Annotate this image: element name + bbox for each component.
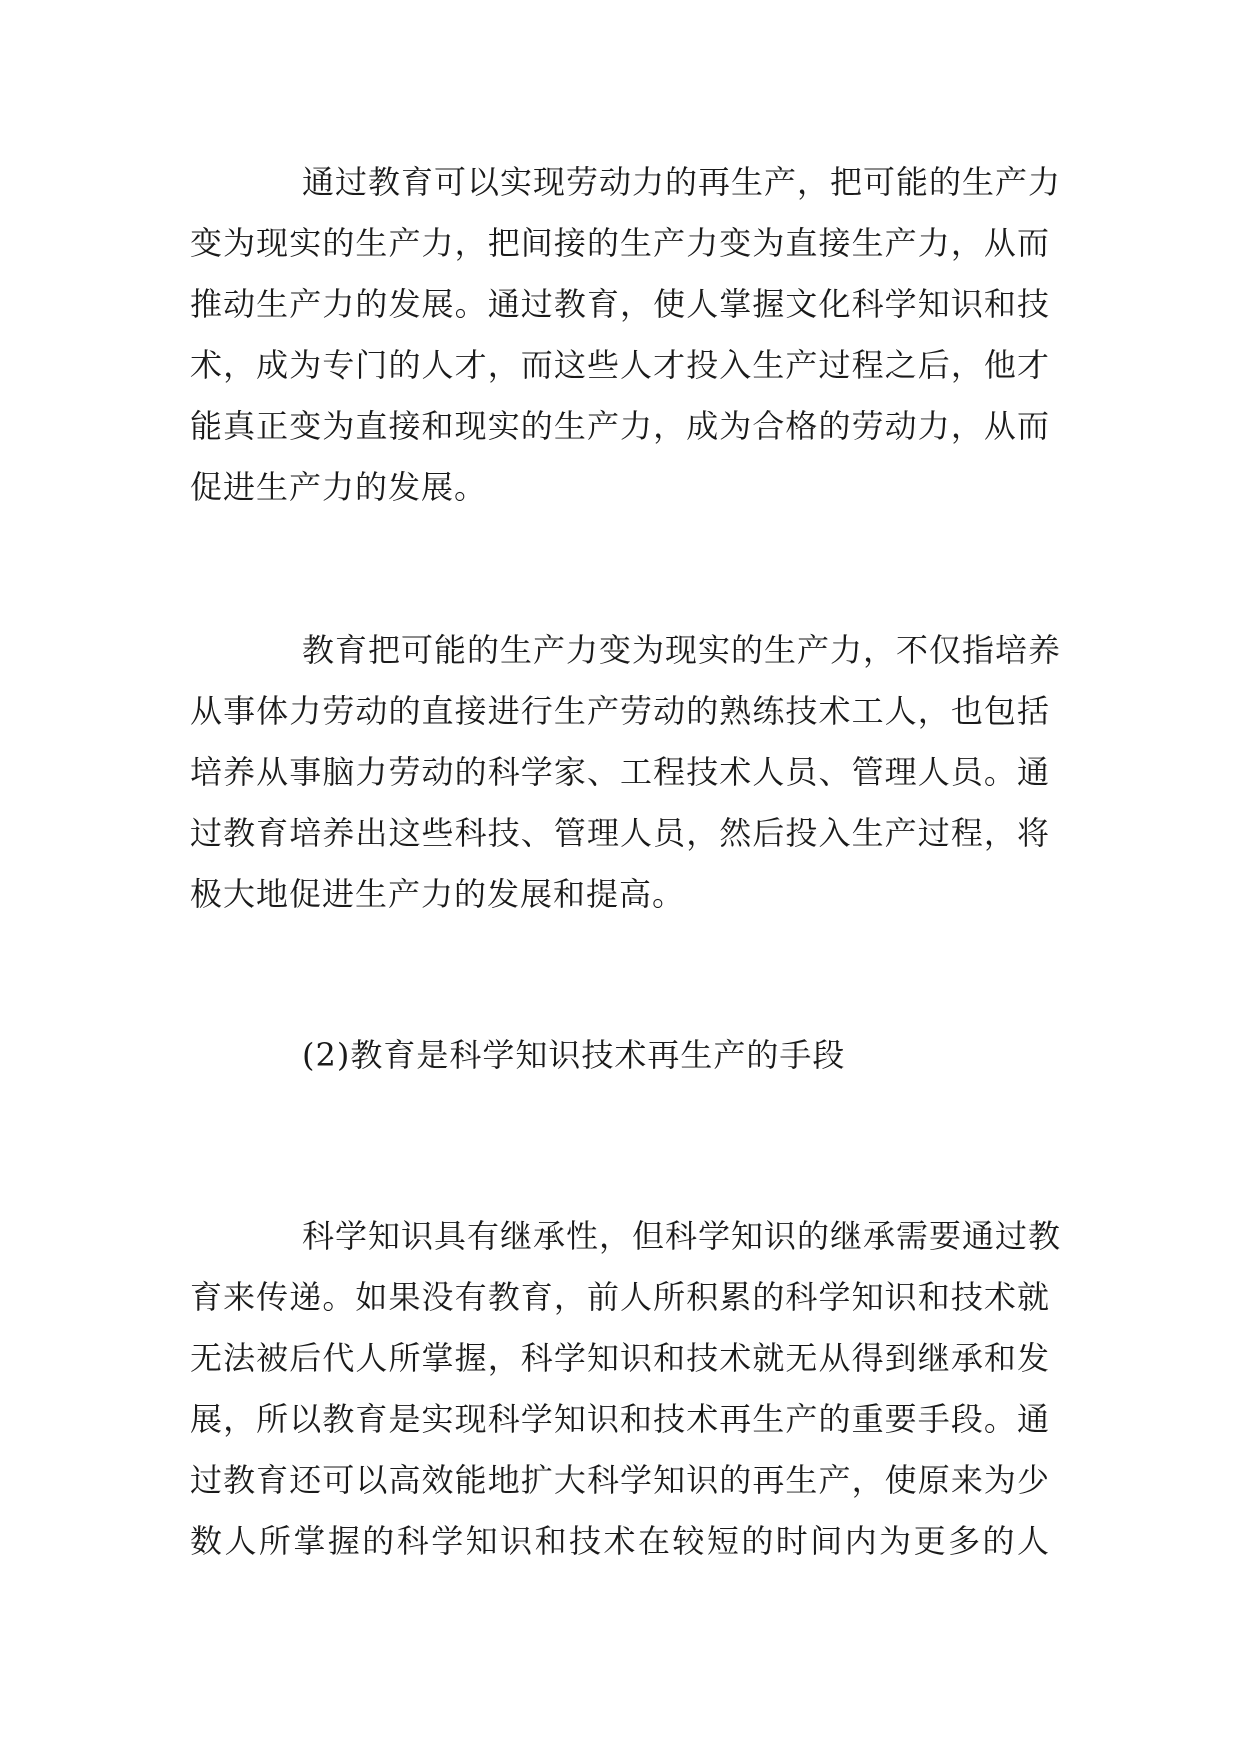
paragraph-line: 无法被后代人所掌握，科学知识和技术就无从得到继承和发 xyxy=(190,1339,1050,1377)
paragraph-labor-reproduction xyxy=(190,152,1062,518)
paragraph-line: 术，成为专门的人才，而这些人才投入生产过程之后，他才 xyxy=(190,346,1050,384)
paragraph-line: 科学知识具有继承性，但科学知识的继承需要通过教 xyxy=(302,1217,1062,1255)
paragraph-line: 教育把可能的生产力变为现实的生产力，不仅指培养 xyxy=(302,631,1062,669)
paragraph-line: 推动生产力的发展。通过教育，使人掌握文化科学知识和技 xyxy=(190,285,1050,323)
paragraph-line: 培养从事脑力劳动的科学家、工程技术人员、管理人员。通 xyxy=(190,753,1050,791)
paragraph-line: 促进生产力的发展。 xyxy=(190,468,488,506)
paragraph-line: 通过教育可以实现劳动力的再生产，把可能的生产力 xyxy=(302,163,1062,201)
paragraph-line: 过教育培养出这些科技、管理人员，然后投入生产过程，将 xyxy=(190,814,1050,852)
paragraph-line: 能真正变为直接和现实的生产力，成为合格的劳动力，从而 xyxy=(190,407,1050,445)
paragraph-potential-productivity xyxy=(190,620,1062,925)
paragraph-line: 育来传递。如果没有教育，前人所积累的科学知识和技术就 xyxy=(190,1278,1050,1316)
paragraph-line: 变为现实的生产力，把间接的生产力变为直接生产力，从而 xyxy=(190,224,1050,262)
paragraph-line: 从事体力劳动的直接进行生产劳动的熟练技术工人，也包括 xyxy=(190,692,1050,730)
section-heading: (2)教育是科学知识技术再生产的手段 xyxy=(302,1036,846,1074)
paragraph-line: 展，所以教育是实现科学知识和技术再生产的重要手段。通 xyxy=(190,1400,1050,1438)
paragraph-line: 过教育还可以高效能地扩大科学知识的再生产，使原来为少 xyxy=(190,1461,1050,1499)
paragraph-line: 极大地促进生产力的发展和提高。 xyxy=(190,875,686,913)
paragraph-knowledge-inheritance xyxy=(190,1206,1062,1572)
paragraph-line: 数人所掌握的科学知识和技术在较短的时间内为更多的人 xyxy=(190,1522,1050,1560)
